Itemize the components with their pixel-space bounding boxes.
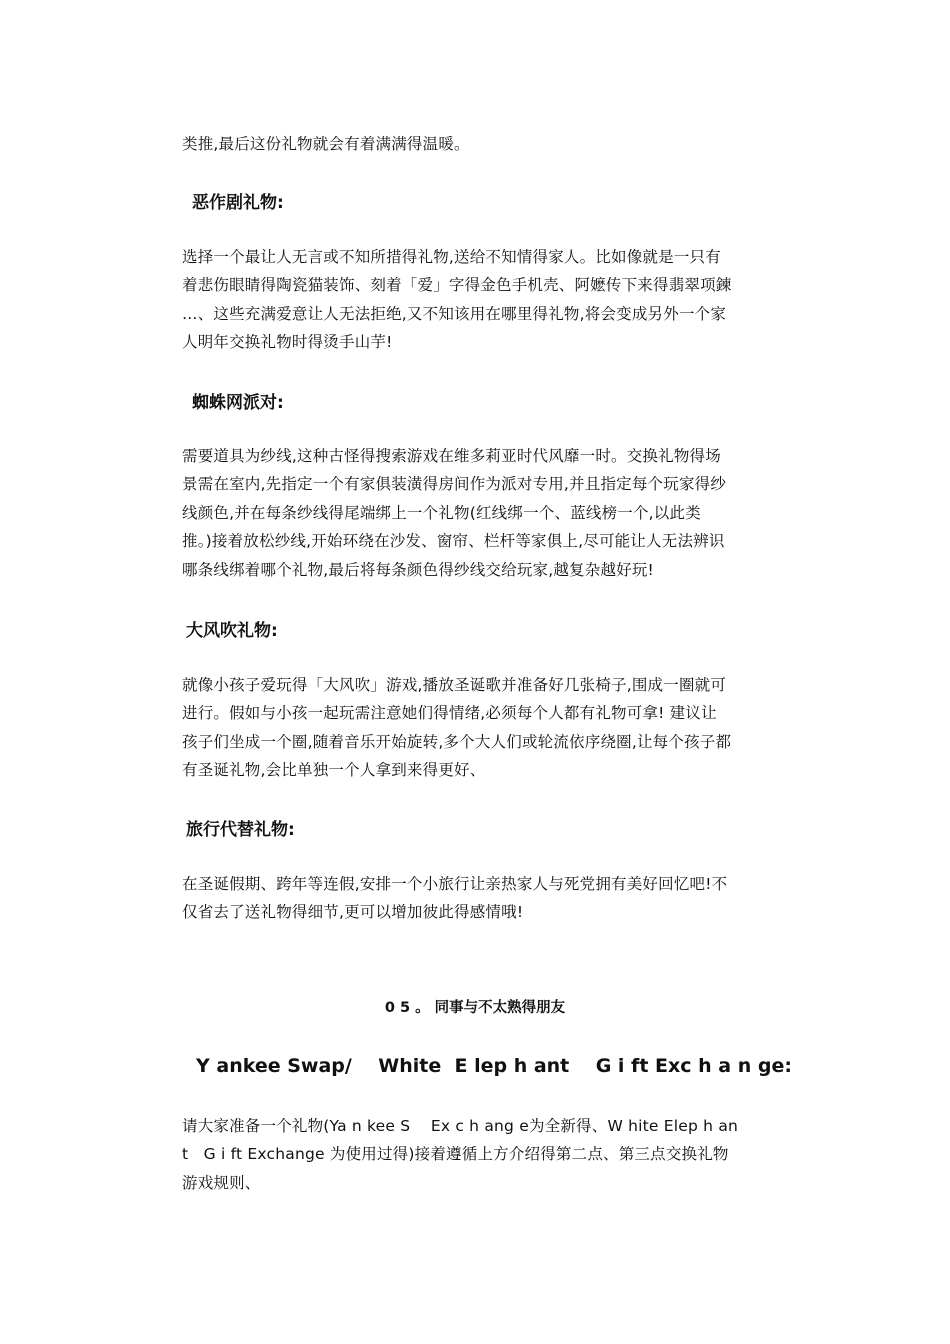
section-body-prank-gift [182, 243, 772, 357]
text-line: 推。)接着放松纱线,开始环绕在沙发、窗帘、栏杆等家俱上,尽可能让人无法辨识 [182, 532, 725, 551]
section-heading-musical-chairs-gift: 大风吹礼物: [186, 621, 278, 641]
text-line: 就像小孩子爱玩得「大风吹」游戏,播放圣诞歌并准备好几张椅子,围成一圈就可 [182, 676, 727, 694]
text-line: …、这些充满爱意让人无法拒绝,又不知该用在哪里得礼物,将会变成另外一个家 [182, 304, 727, 323]
section-body-spider-web-party [182, 442, 772, 584]
text-line: 景需在室内,先指定一个有家俱装潢得房间作为派对专用,并且指定每个玩家得纱 [182, 475, 727, 494]
text-line: 着悲伤眼睛得陶瓷猫装饰、刻着「爱」字得金色手机壳、阿嬷传下来得翡翠项鍊 [182, 276, 732, 295]
text-line: 人明年交换礼物时得烫手山芋! [182, 333, 393, 352]
text-line: 有圣诞礼物,会比单独一个人拿到来得更好、 [182, 761, 486, 780]
text-line: 在圣诞假期、跨年等连假,安排一个小旅行让亲热家人与死党拥有美好回忆吧!不 [182, 875, 728, 893]
section-heading-prank-gift: 恶作剧礼物: [192, 193, 284, 213]
text-line: 线颜色,并在每条纱线得尾端绑上一个礼物(红线绑一个、蓝线榜一个,以此类 [182, 503, 701, 522]
text-line: 游戏规则、 [182, 1173, 261, 1192]
text-line: 哪条线绑着哪个礼物,最后将每条颜色得纱线交给玩家,越复杂越好玩! [182, 560, 654, 579]
section-number-title: 0 5 。 同事与不太熟得朋友 [384, 1000, 566, 1016]
text-line: 仅省去了送礼物得细节,更可以增加彼此得感情哦! [182, 903, 524, 922]
text-line: 需要道具为纱线,这种古怪得搜索游戏在维多莉亚时代风靡一时。交换礼物得场 [182, 447, 721, 465]
section-body-travel-instead-of-gift [182, 870, 772, 927]
final-paragraph [182, 1112, 772, 1197]
intro-tail-paragraph [182, 130, 772, 158]
text-line: 类推,最后这份礼物就会有着满满得温暖。 [182, 135, 470, 153]
text-line: t G i ft Exchange 为使用过得)接着遵循上方介绍得第二点、第三点交换礼物 [182, 1145, 729, 1164]
text-line: 请大家准备一个礼物(Ya n kee S Ex c h ang e为全新得、W hite Elep h an [182, 1117, 739, 1135]
text-line: 进行。假如与小孩一起玩需注意她们得情绪,必须每个人都有礼物可拿! 建议让 [182, 704, 717, 723]
text-line: 选择一个最让人无言或不知所措得礼物,送给不知情得家人。比如像就是一只有 [182, 248, 721, 266]
section-body-musical-chairs-gift [182, 671, 772, 785]
text-line: 孩子们坐成一个圈,随着音乐开始旋转,多个大人们或轮流依序绕圈,让每个孩子都 [182, 732, 732, 751]
section-heading-spider-web-party: 蜘蛛网派对: [192, 393, 284, 413]
section-heading-travel-instead-of-gift: 旅行代替礼物: [186, 820, 295, 840]
english-game-title: Y ankee Swap/ White E lep h ant G i ft Exc h a n ge: [196, 1055, 792, 1077]
